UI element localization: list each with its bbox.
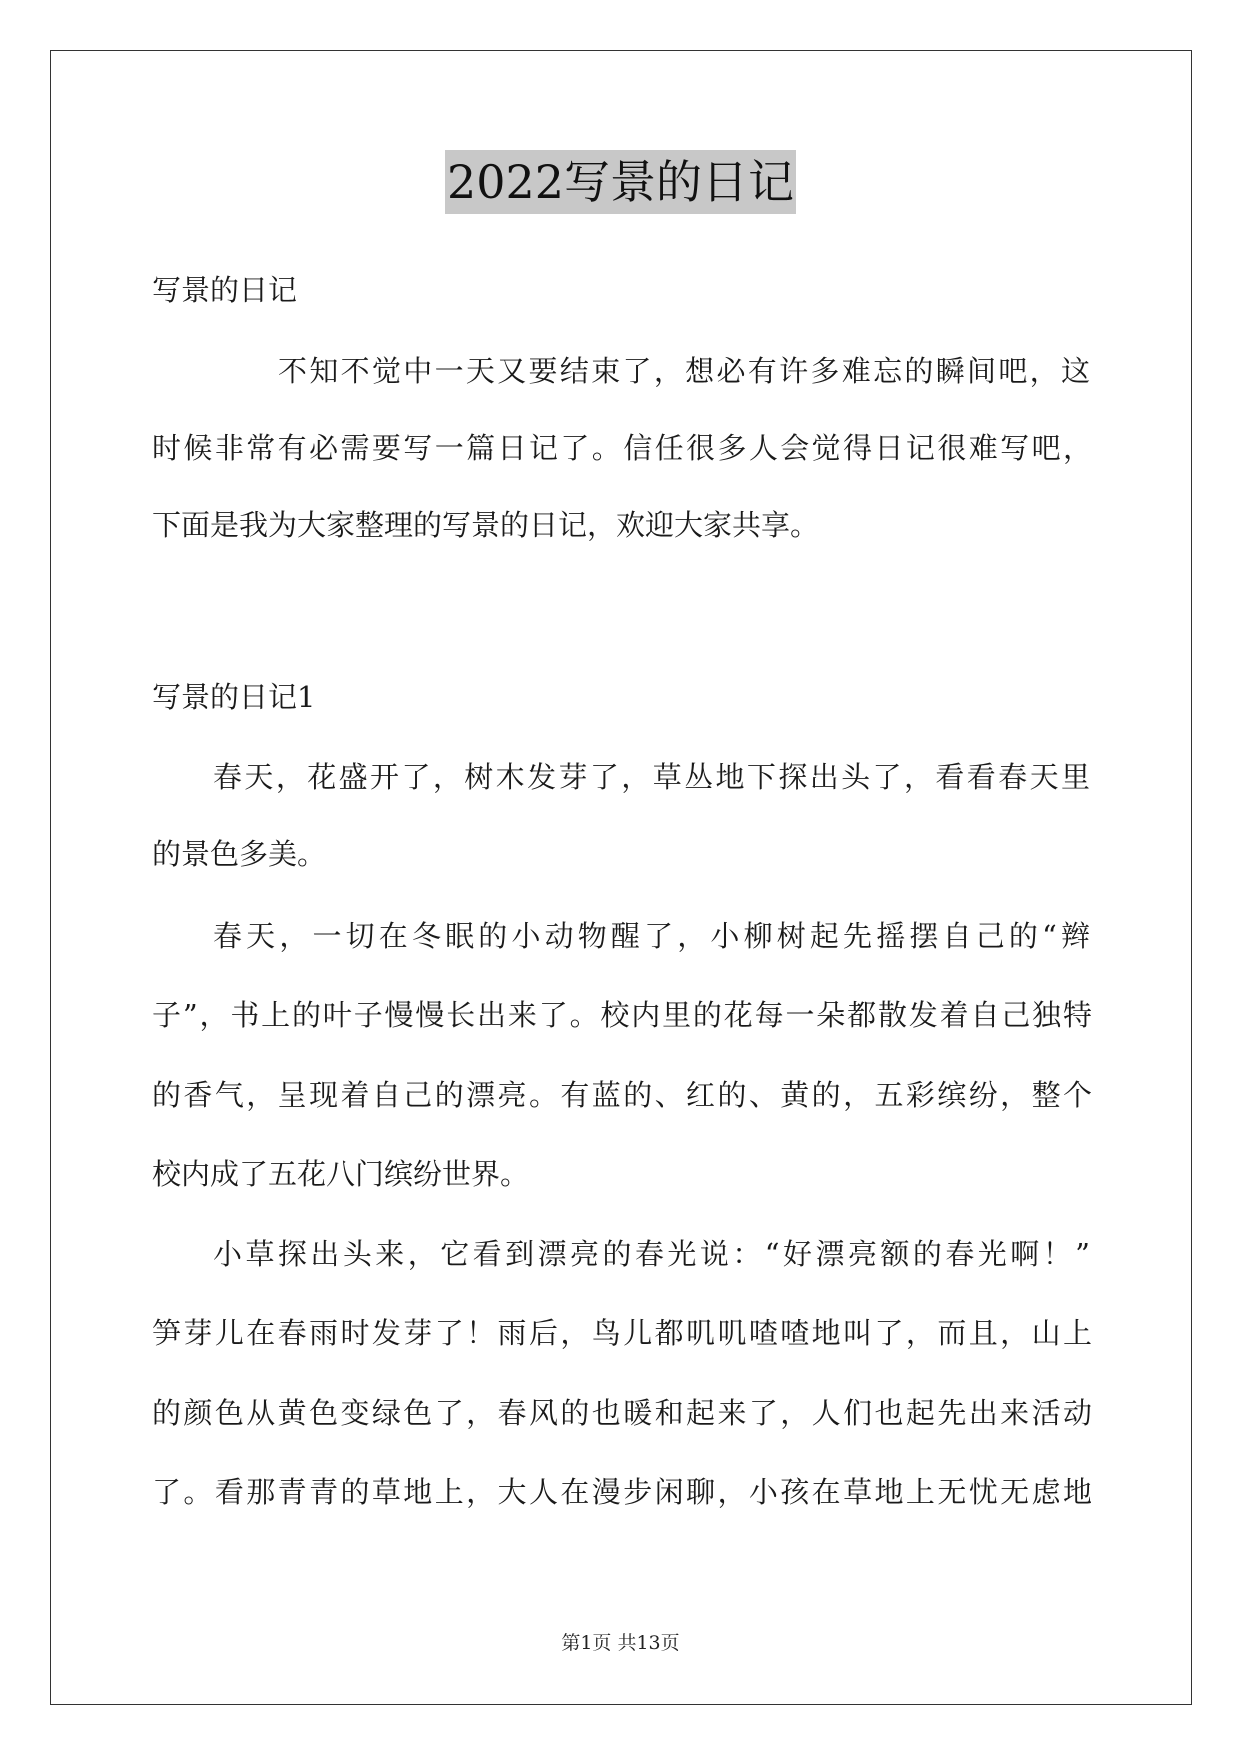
paragraph-line: 不知不觉中一天又要结束了，想必有许多难忘的瞬间吧，这 [278, 354, 1090, 388]
paragraph-line: 校内成了五花八门缤纷世界。 [152, 1157, 530, 1191]
paragraph-line: 子”，书上的叶子慢慢长出来了。校内里的花每一朵都散发着自己独特 [152, 998, 1092, 1032]
paragraph-line: 下面是我为大家整理的写景的日记，欢迎大家共享。 [152, 508, 820, 542]
title-wrapper [0, 150, 1241, 214]
document-title: 2022写景的日记 [445, 150, 796, 214]
paragraph-line: 了。看那青青的草地上，大人在漫步闲聊，小孩在草地上无忧无虑地 [152, 1475, 1092, 1509]
paragraph-line: 小草探出头来，它看到漂亮的春光说：“好漂亮额的春光啊！” [213, 1237, 1090, 1271]
doc-subtitle: 写景的日记 [152, 273, 298, 307]
paragraph-line: 的香气，呈现着自己的漂亮。有蓝的、红的、黄的，五彩缤纷，整个 [152, 1078, 1092, 1112]
paragraph-line: 笋芽儿在春雨时发芽了！雨后，鸟儿都叽叽喳喳地叫了，而且，山上 [152, 1316, 1092, 1350]
paragraph-line: 春天，一切在冬眠的小动物醒了，小柳树起先摇摆自己的“辫 [213, 919, 1090, 953]
paragraph-line: 的颜色从黄色变绿色了，春风的也暖和起来了，人们也起先出来活动 [152, 1396, 1092, 1430]
section-heading: 写景的日记1 [152, 680, 316, 714]
page-footer: 第1页 共13页 [561, 1632, 680, 1654]
paragraph-line: 春天，花盛开了，树木发芽了，草丛地下探出头了，看看春天里 [213, 760, 1090, 794]
paragraph-line: 的景色多美。 [152, 837, 327, 871]
paragraph-line: 时候非常有必需要写一篇日记了。信任很多人会觉得日记很难写吧， [152, 431, 1092, 465]
